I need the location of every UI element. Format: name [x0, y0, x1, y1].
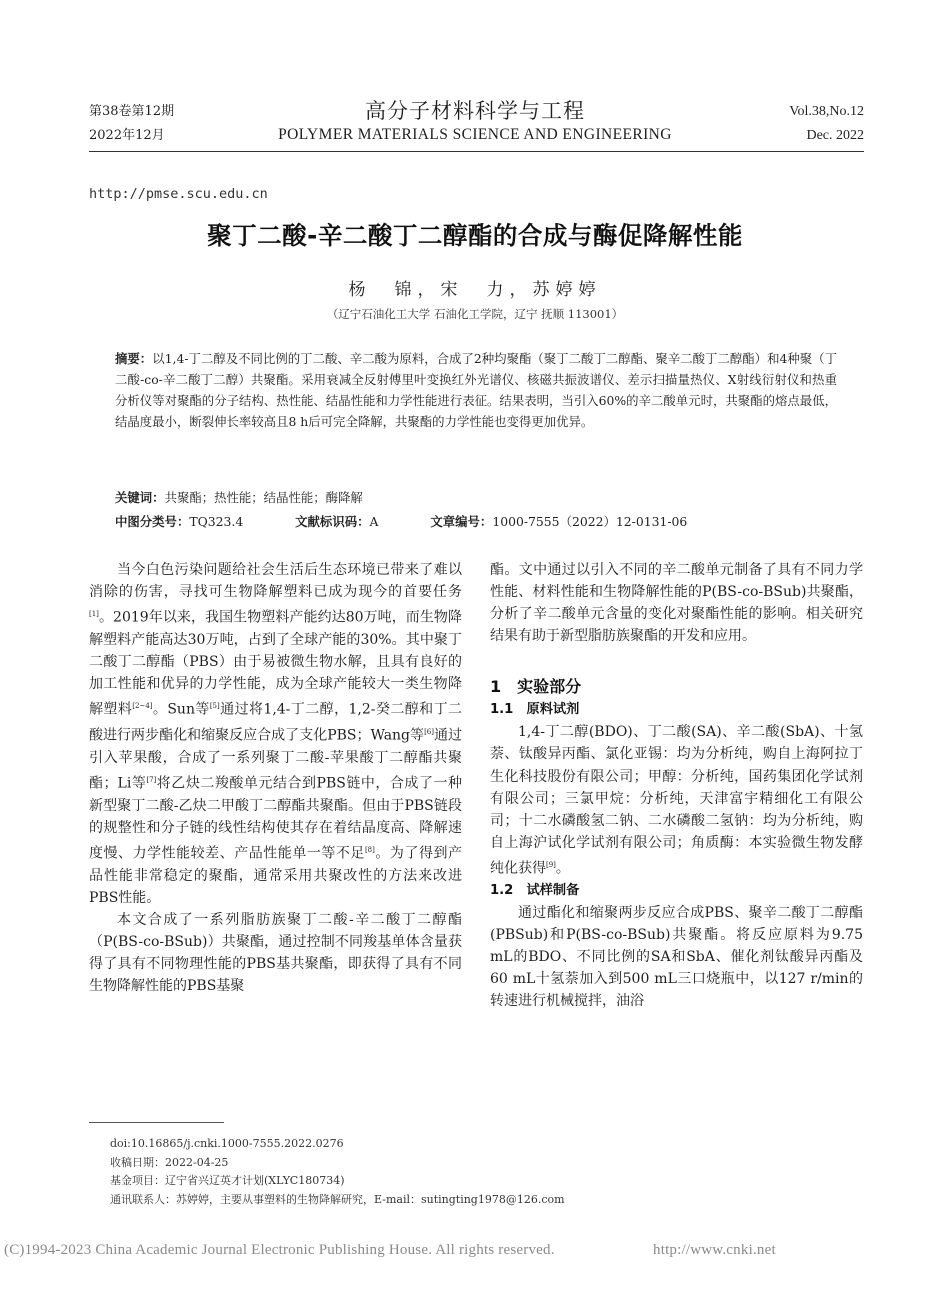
body-right-column	[490, 559, 863, 1012]
journal-title-cn: 高分子材料科学与工程	[365, 99, 585, 123]
citation-6[interactable]: [6]	[424, 727, 434, 736]
footnote-received: 收稿日期：2022-04-25	[110, 1155, 229, 1169]
intro-paragraph-2: 本文合成了一系列脂肪族聚丁二酸-辛二酸丁二醇酯（P(BS-co-BSub)）共聚酯，通过控制不同羧基单体含量获得了具有不同物理性能的PBS基共聚酯，即获得了具有不同生物降解性能的PBS基聚	[89, 911, 462, 994]
citation-2-4[interactable]: [2~4]	[132, 702, 153, 711]
article-no-label: 文章编号：	[430, 514, 493, 529]
article-no-value: 1000-7555（2022）12-0131-06	[492, 514, 688, 529]
keywords-label: 关键词：	[115, 490, 165, 505]
abstract-label: 摘要：	[115, 351, 153, 366]
date-en: Dec. 2022	[806, 128, 864, 143]
footnote-fund: 基金项目：辽宁省兴辽英才计划(XLYC180734)	[110, 1174, 345, 1187]
preparation-paragraph: 通过酯化和缩聚两步反应合成PBS、聚辛二酸丁二醇酯(PBSub)和P(BS-co-BSub)共聚酯。将反应原料为9.75 mL的BDO、不同比例的SA和SbA、催化剂钛酸异丙酯及60 mL十氢萘加入到500 mL三口烧瓶中，以127 r/min的转速进行机械搅拌，油浴	[490, 904, 863, 1010]
section-heading-1-2: 1.2 试样制备	[490, 882, 580, 898]
clc-value: TQ323.4	[189, 514, 244, 529]
footnote-rule	[89, 1122, 224, 1123]
abstract	[115, 348, 837, 432]
journal-url[interactable]: http://pmse.scu.edu.cn	[89, 186, 268, 202]
citation-5[interactable]: [5]	[209, 702, 220, 711]
body-left-column	[89, 559, 462, 997]
article-authors: 杨 锦，宋 力，苏婷婷	[348, 280, 602, 300]
article-affiliation: （辽宁石油化工大学 石油化工学院，辽宁 抚顺 113001）	[326, 307, 624, 321]
footnotes	[110, 1135, 850, 1209]
citation-7[interactable]: [7]	[146, 775, 157, 784]
footnote-contact: 通讯联系人：苏婷婷，主要从事塑料的生物降解研究，E-mail：sutingting1978@126.com	[110, 1192, 565, 1206]
section-heading-1-1: 1.1 原料试剂	[490, 702, 580, 718]
volume-issue-cn: 第38卷第12期	[89, 104, 175, 119]
volume-issue-en: Vol.38,No.12	[789, 104, 864, 119]
cnki-link[interactable]: http://www.cnki.net	[653, 1242, 776, 1258]
doc-code-label: 文献标识码：	[295, 514, 370, 529]
abstract-text: 以1,4-丁二醇及不同比例的丁二酸、辛二酸为原料，合成了2种均聚酯（聚丁二酸丁二醇酯、聚辛二酸丁二醇酯）和4种聚（丁二酸-co-辛二酸丁二醇）共聚酯。采用衰减全反射傅里叶变换红外光谱仪、核磁共振波谱仪、差示扫描量热仪、X射线衍射仪和热重分析仪等对聚酯的分子结构、热性能、结晶性能和力学性能进行表征。结果表明，当引入60%的辛二酸单元时，共聚酯的熔点最低，结晶度最小，断裂伸长率较高且8 h后可完全降解，共聚酯的力学性能也变得更加优异。	[115, 351, 837, 429]
date-cn: 2022年12月	[89, 128, 165, 143]
citation-9[interactable]: [9]	[546, 860, 556, 869]
footnote-doi: doi:10.16865/j.cnki.1000-7555.2022.0276	[110, 1137, 344, 1150]
materials-paragraph: 1,4-丁二醇(BDO)、丁二酸(SA)、辛二酸(SbA)、十氢萘、钛酸异丙酯、氯化亚锡：均为分析纯，购自上海阿拉丁生化科技股份有限公司；甲醇：分析纯，国药集团化学试剂有限公司；三氯甲烷：分析纯，天津富宇精细化工有限公司；十二水磷酸氢二钠、二水磷酸二氢钠：均为分析纯，购自上海沪试化学试剂有限公司；角质酶：本实验微生物发酵纯化获得[9]。	[490, 724, 863, 877]
copyright-notice: (C)1994-2023 China Academic Journal Electronic Publishing House. All rights reserved.	[4, 1242, 555, 1258]
citation-8[interactable]: [8]	[364, 845, 375, 854]
article-title: 聚丁二酸-辛二酸丁二醇酯的合成与酶促降解性能	[207, 221, 743, 250]
clc-label: 中图分类号：	[115, 514, 190, 529]
classification-line	[115, 513, 837, 531]
doc-code-value: A	[369, 514, 379, 529]
intro-paragraph-2-continued: 酯。文中通过以引入不同的辛二酸单元制备了具有不同力学性能、材料性能和生物降解性能的P(BS-co-BSub)共聚酯，分析了辛二酸单元含量的变化对聚酯性能的影响。相关研究结果有助于新型脂肪族聚酯的开发和应用。	[490, 562, 863, 645]
keywords-text: 共聚酯；热性能；结晶性能；酶降解	[164, 490, 363, 505]
section-heading-1: 1 实验部分	[490, 677, 582, 697]
intro-paragraph-1: 当今白色污染问题给社会生活后生态环境已带来了难以消除的伤害，寻找可生物降解塑料已成为现今的首要任务[1]。2019年以来，我国生物塑料产能约达80万吨，而生物降解塑料产能高达30万吨，占到了全球产能的30%。其中聚丁二酸丁二醇酯（PBS）由于易被微生物水解，且具有良好的加工性能和优异的力学性能，成为全球产能较大一类生物降解塑料[2~4]。Sun等[5]通过将1,4-丁二醇，1,2-癸二醇和丁二酸进行两步酯化和缩聚反应合成了支化PBS；Wang等[6]通过引入苹果酸，合成了一系列聚丁二酸-苹果酸丁二醇酯共聚酯；Li等[7]将乙炔二羧酸单元结合到PBS链中，合成了一种新型聚丁二酸-乙炔二甲酸丁二醇酯共聚酯。但由于PBS链段的规整性和分子链的线性结构使其存在着结晶度高、降解速度慢、力学性能较差、产品性能单一等不足[8]。为了得到产品性能非常稳定的聚酯，通常采用共聚改性的方法来改进PBS性能。	[89, 562, 463, 906]
keywords	[115, 489, 363, 507]
citation-1[interactable]: [1]	[89, 610, 99, 619]
journal-title-en: POLYMER MATERIALS SCIENCE AND ENGINEERING	[278, 126, 672, 143]
header-rule	[89, 151, 864, 152]
